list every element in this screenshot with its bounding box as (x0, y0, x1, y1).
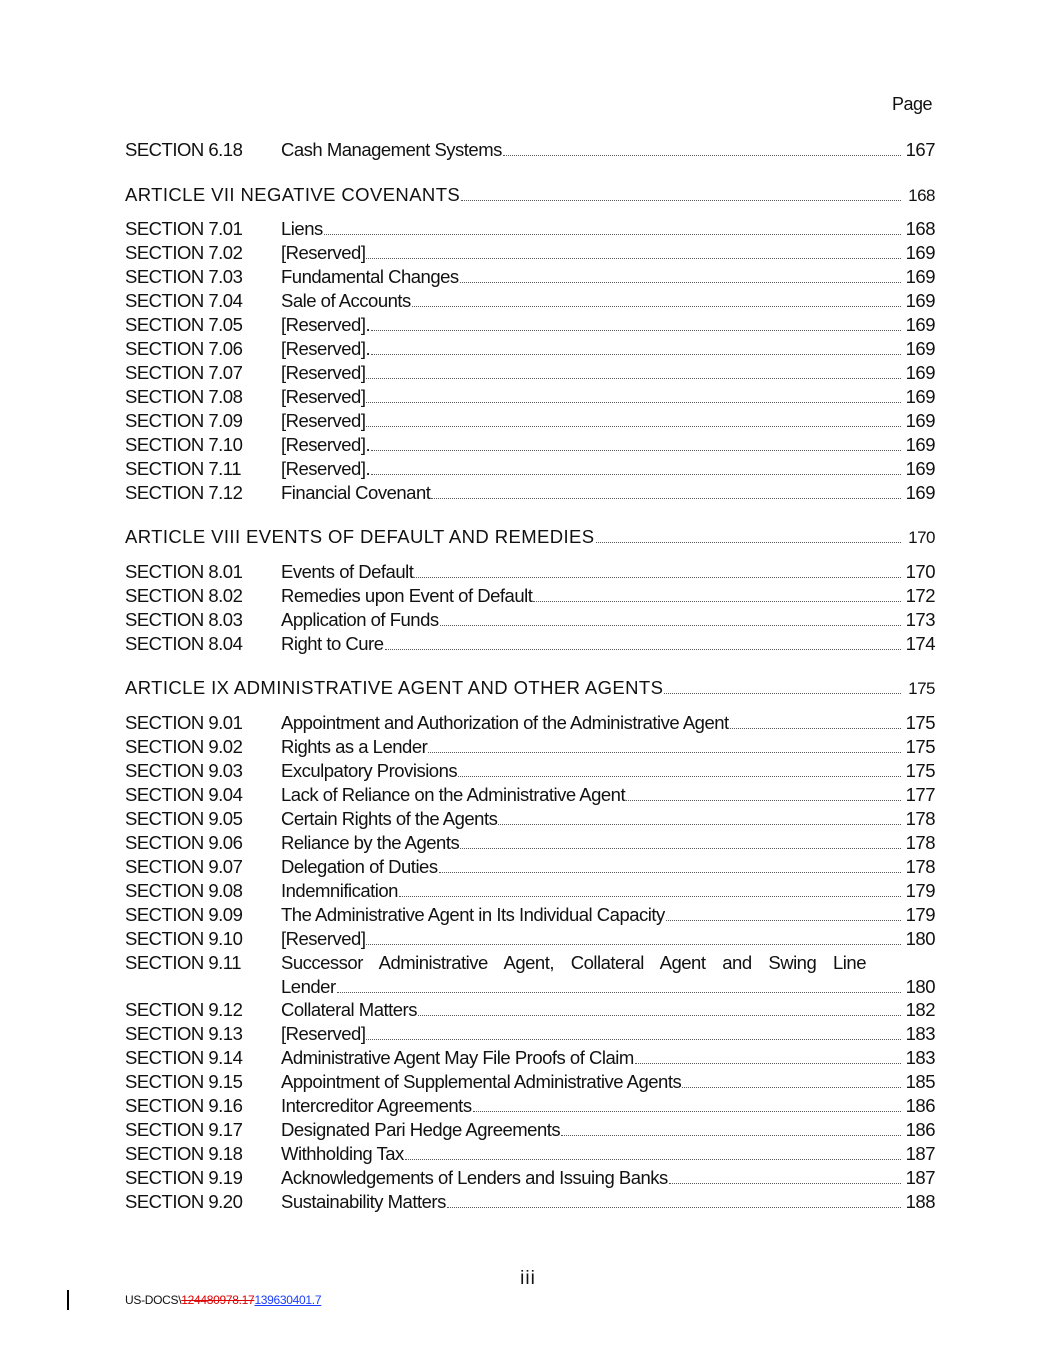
page-number: 175 (905, 760, 935, 781)
section-number: SECTION 9.03 (125, 760, 243, 781)
article-title: ARTICLE VIII EVENTS OF DEFAULT AND REMEDIES (125, 526, 595, 547)
section-number: SECTION 7.05 (125, 314, 243, 335)
section-title: Sustainability Matters (281, 1191, 446, 1212)
toc-entry-9-04[interactable] (125, 784, 935, 808)
page-number: 178 (905, 808, 935, 829)
toc-entry-8-02[interactable] (125, 585, 935, 609)
section-title: [Reserved]. (281, 314, 371, 335)
section-number: SECTION 9.06 (125, 832, 243, 853)
dot-leader (439, 856, 901, 873)
toc-article-7[interactable] (125, 184, 935, 208)
doc-id-inserted: 139630401.7 (254, 1293, 322, 1307)
dot-leader (458, 760, 901, 777)
section-title: Fundamental Changes (281, 266, 459, 287)
page-number: 179 (905, 880, 935, 901)
section-number: SECTION 7.12 (125, 482, 243, 503)
toc-entry-9-07[interactable] (125, 856, 935, 880)
section-title: [Reserved] (281, 410, 366, 431)
dot-leader (431, 482, 901, 499)
dot-leader (428, 736, 901, 753)
article-title: ARTICLE VII NEGATIVE COVENANTS (125, 184, 461, 205)
toc-entry-7-08[interactable] (125, 386, 935, 410)
page-number: 175 (905, 736, 935, 757)
toc-entry-9-14[interactable] (125, 1047, 935, 1071)
toc-entry-9-17[interactable] (125, 1119, 935, 1143)
toc-entry-7-05[interactable] (125, 314, 935, 338)
section-title: Delegation of Duties (281, 856, 438, 877)
dot-leader (498, 808, 901, 825)
section-number: SECTION 9.20 (125, 1191, 243, 1212)
toc-entry-7-10[interactable] (125, 434, 935, 458)
page-number: 170 (908, 528, 935, 547)
dot-leader (682, 1071, 901, 1088)
page-number: 169 (905, 266, 935, 287)
page-number: 180 (905, 976, 935, 997)
page-number: 182 (905, 999, 935, 1020)
dot-leader (635, 1047, 901, 1064)
toc-entry-8-01[interactable] (125, 561, 935, 585)
document-id (125, 1293, 321, 1307)
toc-entry-9-02[interactable] (125, 736, 935, 760)
toc-entry-8-04[interactable] (125, 633, 935, 657)
article-title: ARTICLE IX ADMINISTRATIVE AGENT AND OTHER AGENTS (125, 677, 664, 698)
section-number: SECTION 7.02 (125, 242, 243, 263)
dot-leader (626, 784, 901, 801)
section-title: [Reserved] (281, 1023, 366, 1044)
page-number: 175 (908, 679, 935, 698)
section-number: SECTION 9.05 (125, 808, 243, 829)
dot-leader (366, 410, 901, 427)
section-number: SECTION 6.18 (125, 139, 243, 160)
page-number: 187 (905, 1143, 935, 1164)
dot-leader (503, 139, 901, 156)
toc-entry-9-06[interactable] (125, 832, 935, 856)
toc-entry-7-06[interactable] (125, 338, 935, 362)
section-title: Exculpatory Provisions (281, 760, 458, 781)
dot-leader (460, 832, 901, 849)
toc-article-8[interactable] (125, 526, 935, 550)
toc-entry-7-11[interactable] (125, 458, 935, 482)
section-number: SECTION 9.04 (125, 784, 243, 805)
page-number: 169 (905, 362, 935, 383)
dot-leader (366, 928, 901, 945)
page-number: 179 (905, 904, 935, 925)
dot-leader (666, 904, 901, 921)
section-number: SECTION 9.17 (125, 1119, 243, 1140)
page-number: 174 (905, 633, 935, 654)
section-title: Certain Rights of the Agents (281, 808, 498, 829)
dot-leader (447, 1191, 901, 1208)
toc-entry-7-04[interactable] (125, 290, 935, 314)
doc-id-prefix: US-DOCS\ (125, 1293, 182, 1307)
section-number: SECTION 8.02 (125, 585, 243, 606)
toc-entry-7-09[interactable] (125, 410, 935, 434)
page-number: 168 (905, 218, 935, 239)
toc-entry-9-11[interactable] (125, 952, 935, 1000)
toc-entry-6-18[interactable] (125, 139, 935, 163)
section-number: SECTION 7.04 (125, 290, 243, 311)
section-number: SECTION 9.12 (125, 999, 243, 1020)
section-number: SECTION 9.11 (125, 952, 242, 973)
page-number: 178 (905, 856, 935, 877)
section-title: Right to Cure (281, 633, 384, 654)
dot-leader (371, 314, 901, 331)
toc-entry-9-10[interactable] (125, 928, 935, 952)
toc-entry-8-03[interactable] (125, 609, 935, 633)
section-number: SECTION 9.16 (125, 1095, 243, 1116)
dot-leader (440, 609, 901, 626)
section-title: Intercreditor Agreements (281, 1095, 472, 1116)
toc-entry-9-03[interactable] (125, 760, 935, 784)
page-number: 178 (905, 832, 935, 853)
page-number: 177 (905, 784, 935, 805)
section-title: Application of Funds (281, 609, 439, 630)
dot-leader (473, 1095, 901, 1112)
section-number: SECTION 9.08 (125, 880, 243, 901)
section-title: Administrative Agent May File Proofs of Claim (281, 1047, 634, 1068)
section-number: SECTION 7.03 (125, 266, 243, 287)
page-number: 172 (905, 585, 935, 606)
dot-leader (366, 1023, 901, 1040)
section-title: Appointment of Supplemental Administrative Agents (281, 1071, 682, 1092)
toc-entry-7-07[interactable] (125, 362, 935, 386)
page-number: 169 (905, 434, 935, 455)
page-number: 169 (905, 482, 935, 503)
section-title-line-1: Successor Administrative Agent, Collateral Agent and Swing Line (281, 952, 866, 973)
page-number: 169 (905, 290, 935, 311)
toc-entry-9-15[interactable] (125, 1071, 935, 1095)
section-number: SECTION 9.19 (125, 1167, 243, 1188)
page-number: 169 (905, 242, 935, 263)
toc-entry-9-20[interactable] (125, 1191, 935, 1215)
toc-entry-7-01[interactable] (125, 218, 935, 242)
page-number: 185 (905, 1071, 935, 1092)
section-title: Financial Covenant (281, 482, 431, 503)
toc-entry-7-12[interactable] (125, 482, 935, 506)
dot-leader (399, 880, 901, 897)
section-number: SECTION 7.11 (125, 458, 242, 479)
dot-leader (366, 386, 901, 403)
toc-entry-9-19[interactable] (125, 1167, 935, 1191)
dot-leader (405, 1143, 901, 1160)
page-number: 187 (905, 1167, 935, 1188)
section-number: SECTION 7.07 (125, 362, 243, 383)
section-title: Collateral Matters (281, 999, 417, 1020)
section-title-line-2: Lender (281, 976, 336, 997)
section-number: SECTION 7.06 (125, 338, 243, 359)
toc-entry-9-08[interactable] (125, 880, 935, 904)
page-column-label: Page (892, 94, 933, 114)
section-number: SECTION 8.03 (125, 609, 243, 630)
dot-leader (337, 976, 901, 993)
section-number: SECTION 9.10 (125, 928, 243, 949)
toc-entry-9-12[interactable] (125, 999, 935, 1023)
section-number: SECTION 9.15 (125, 1071, 243, 1092)
toc-entry-9-16[interactable] (125, 1095, 935, 1119)
dot-leader (412, 290, 901, 307)
section-number: SECTION 7.08 (125, 386, 243, 407)
dot-leader (533, 585, 901, 602)
revision-change-bar (67, 1290, 69, 1310)
dot-leader (366, 242, 901, 259)
section-title: Events of Default (281, 561, 414, 582)
page-number: 186 (905, 1095, 935, 1116)
section-number: SECTION 7.10 (125, 434, 243, 455)
page-number: 186 (905, 1119, 935, 1140)
dot-leader (324, 218, 901, 235)
page-number: 168 (908, 186, 935, 205)
doc-id-deleted: 124480978.17 (181, 1293, 255, 1307)
section-number: SECTION 8.01 (125, 561, 243, 582)
page-number: 180 (905, 928, 935, 949)
section-title: Remedies upon Event of Default (281, 585, 533, 606)
section-title: Withholding Tax (281, 1143, 404, 1164)
section-title: The Administrative Agent in Its Individual Capacity (281, 904, 665, 925)
toc-entry-9-13[interactable] (125, 1023, 935, 1047)
page-number: 169 (905, 386, 935, 407)
dot-leader (371, 434, 901, 451)
dot-leader (460, 266, 901, 283)
section-title: Designated Pari Hedge Agreements (281, 1119, 561, 1140)
section-title: Lack of Reliance on the Administrative Agent (281, 784, 626, 805)
section-title: [Reserved]. (281, 458, 371, 479)
dot-leader (366, 362, 901, 379)
section-number: SECTION 9.14 (125, 1047, 243, 1068)
dot-leader (461, 184, 901, 201)
section-title: Cash Management Systems (281, 139, 502, 160)
toc-entry-9-18[interactable] (125, 1143, 935, 1167)
section-title: Appointment and Authorization of the Administrative Agent (281, 712, 729, 733)
dot-leader (596, 526, 901, 543)
page-number: 188 (905, 1191, 935, 1212)
section-title: Reliance by the Agents (281, 832, 460, 853)
toc-entry-9-01[interactable] (125, 712, 935, 736)
section-title: [Reserved]. (281, 434, 371, 455)
section-title: Liens (281, 218, 323, 239)
toc-entry-9-09[interactable] (125, 904, 935, 928)
toc-entry-7-03[interactable] (125, 266, 935, 290)
toc-entry-7-02[interactable] (125, 242, 935, 266)
toc-article-9[interactable] (125, 677, 935, 701)
toc-entry-9-05[interactable] (125, 808, 935, 832)
page-number: 173 (905, 609, 935, 630)
page-number: 169 (905, 410, 935, 431)
page-number: 183 (905, 1023, 935, 1044)
section-number: SECTION 9.07 (125, 856, 243, 877)
page-number: 170 (905, 561, 935, 582)
page-number: 169 (905, 314, 935, 335)
section-title: Indemnification (281, 880, 398, 901)
dot-leader (371, 338, 901, 355)
page-number: 183 (905, 1047, 935, 1068)
section-title: [Reserved] (281, 362, 366, 383)
section-number: SECTION 9.09 (125, 904, 243, 925)
dot-leader (418, 999, 901, 1016)
dot-leader (730, 712, 901, 729)
footer-page-number: iii (520, 1268, 536, 1289)
page-number: 167 (905, 139, 935, 160)
section-title: [Reserved]. (281, 338, 371, 359)
page-number: 169 (905, 458, 935, 479)
section-title: [Reserved] (281, 386, 366, 407)
section-number: SECTION 7.09 (125, 410, 243, 431)
dot-leader (371, 458, 901, 475)
section-title: Acknowledgements of Lenders and Issuing Banks (281, 1167, 668, 1188)
dot-leader (385, 633, 902, 650)
section-number: SECTION 9.13 (125, 1023, 243, 1044)
section-number: SECTION 9.18 (125, 1143, 243, 1164)
dot-leader (664, 677, 901, 694)
page-number: 175 (905, 712, 935, 733)
section-title: [Reserved] (281, 242, 366, 263)
section-number: SECTION 9.01 (125, 712, 243, 733)
section-title: Rights as a Lender (281, 736, 428, 757)
dot-leader (561, 1119, 901, 1136)
section-title: Sale of Accounts (281, 290, 411, 311)
dot-leader (414, 561, 901, 578)
section-number: SECTION 8.04 (125, 633, 243, 654)
section-title: [Reserved] (281, 928, 366, 949)
section-number: SECTION 9.02 (125, 736, 243, 757)
page-number: 169 (905, 338, 935, 359)
dot-leader (669, 1167, 901, 1184)
section-number: SECTION 7.01 (125, 218, 243, 239)
